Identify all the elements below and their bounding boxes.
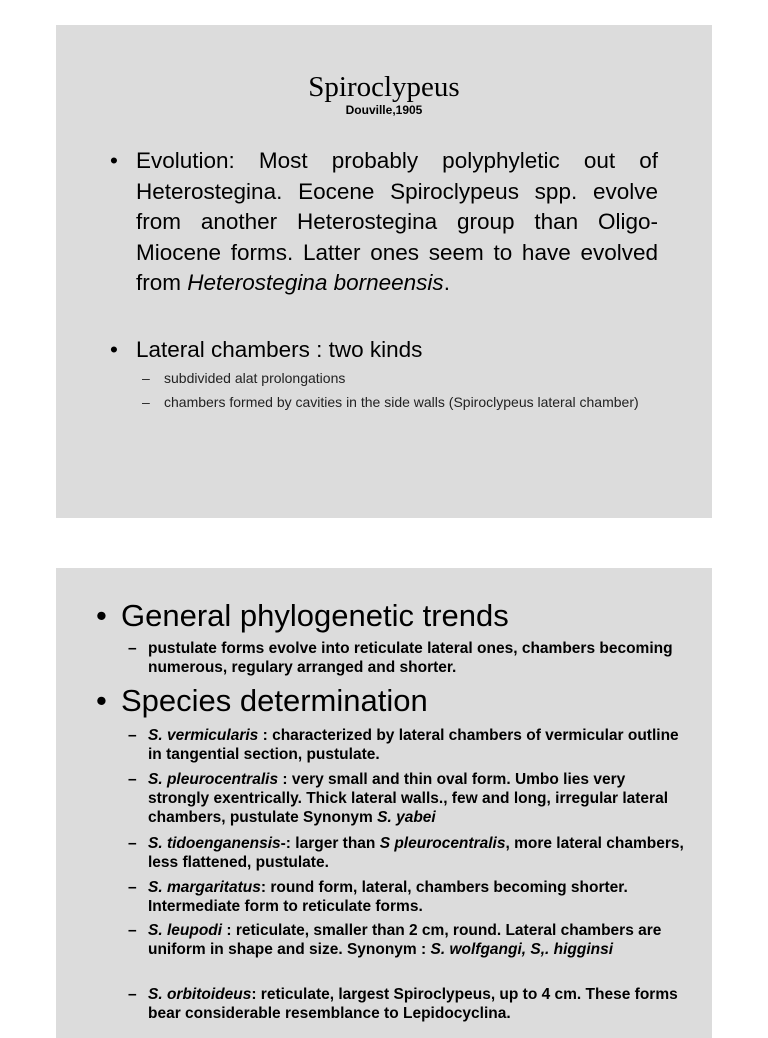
sub-dash: – [128, 879, 137, 896]
bullet-evolution [110, 146, 658, 299]
species-item [128, 985, 688, 1023]
species-name: S. leupodi [148, 922, 223, 939]
species-synonym: S. yabei [377, 809, 436, 826]
slide-phylogenetic [56, 568, 712, 1038]
evolution-italic: Heterostegina borneensis [187, 270, 444, 295]
species-item [128, 878, 688, 916]
species-item [128, 834, 688, 872]
sub-dash: – [128, 771, 137, 788]
species-desc: : very small and thin oval form. Umbo lies very strongly exentrically. Thick lateral walls., few and long, irregular lateral chambers, pustulate Synonym [148, 771, 668, 826]
slide-title: Spiroclypeus [308, 71, 460, 103]
species-synonym: S. wolfgangi, S,. higginsi [430, 941, 614, 958]
species-item [128, 726, 688, 764]
slide-subtitle: Douville,1905 [345, 103, 423, 117]
sub-item [142, 368, 662, 388]
species-item [128, 770, 688, 827]
species-desc: : characterized by lateral chambers of vermicular outline in tangential section, pustulate. [148, 727, 679, 763]
bullet-dot: • [96, 598, 107, 633]
bullet-species-determination [96, 683, 696, 719]
species-heading: Species determination [121, 683, 428, 718]
sub-item-text: pustulate forms evolve into reticulate lateral ones, chambers becoming numerous, regulary arranged and shorter. [148, 640, 673, 676]
sub-dash: – [128, 727, 137, 744]
species-desc: : reticulate, smaller than 2 cm, round. Lateral chambers are uniform in shape and size. Synonym : [148, 922, 662, 958]
sub-dash: – [128, 640, 137, 657]
sub-dash: – [142, 394, 150, 410]
sub-dash: – [128, 986, 137, 1003]
sub-item-text: subdivided alat prolongations [164, 370, 346, 386]
phylogenetic-heading: General phylogenetic trends [121, 598, 509, 633]
sub-dash: – [128, 835, 137, 852]
species-ref: S pleurocentralis [379, 835, 506, 852]
species-name: S. pleurocentralis [148, 771, 279, 788]
species-name: S. vermicularis [148, 727, 259, 744]
evolution-text: Evolution: Most probably polyphyletic out of Heterostegina. Eocene Spiroclypeus spp. evolve from another Heterostegina group than Oligo-Miocene forms. Latter ones seem to have evolved from [136, 148, 658, 295]
species-desc: : reticulate, largest Spiroclypeus, up to 4 cm. These forms bear considerable resemblance to Lepidocyclina. [148, 986, 678, 1022]
species-name: S. margaritatus [148, 879, 261, 896]
bullet-dot: • [110, 337, 118, 362]
bullet-phylogenetic-trends [96, 598, 696, 634]
lateral-chambers-text: Lateral chambers : two kinds [136, 337, 423, 362]
sub-item-text: chambers formed by cavities in the side walls (Spiroclypeus lateral chamber) [164, 394, 639, 410]
species-desc: -: larger than [280, 835, 380, 852]
bullet-lateral-chambers [110, 335, 658, 366]
sub-dash: – [128, 922, 137, 939]
bullet-dot: • [110, 148, 118, 173]
sub-item [128, 639, 688, 677]
species-desc-end: , more lateral chambers, less flattened, pustulate. [148, 835, 684, 871]
bullet-dot: • [96, 683, 107, 718]
slide-spiroclypeus [56, 25, 712, 518]
species-item [128, 921, 688, 959]
species-name: S. orbitoideus [148, 986, 252, 1003]
sub-item [142, 392, 662, 412]
evolution-end: . [443, 270, 450, 295]
sub-dash: – [142, 370, 150, 386]
species-desc: : round form, lateral, chambers becoming shorter. Intermediate form to reticulate forms. [148, 879, 628, 915]
species-name: S. tidoenganensis [148, 835, 281, 852]
